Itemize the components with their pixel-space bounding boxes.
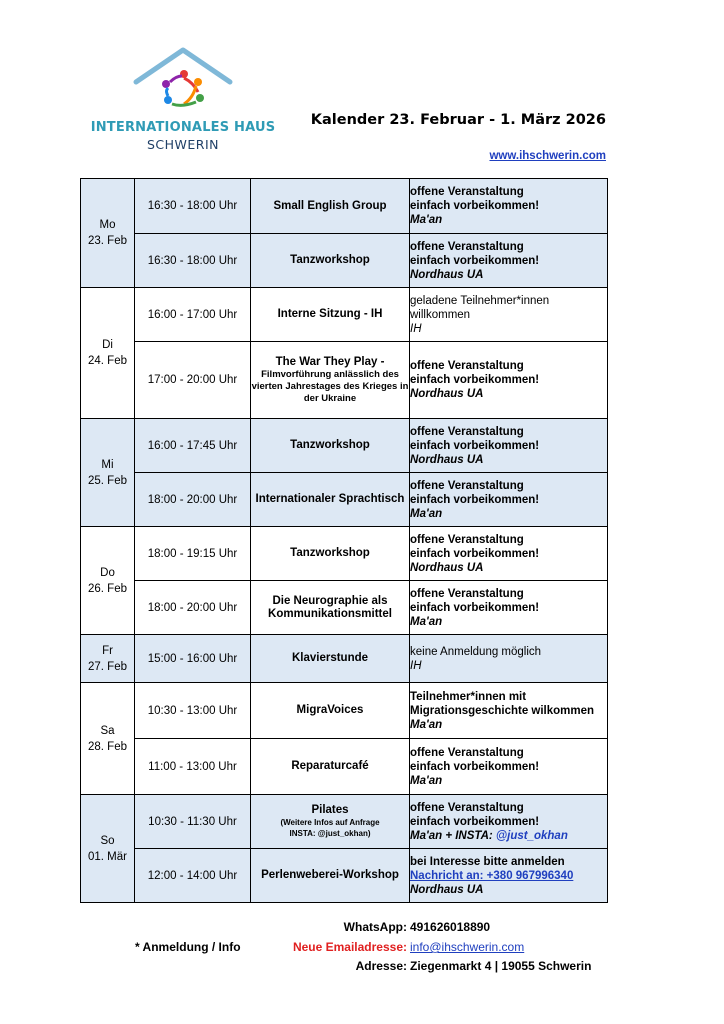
event-title: Tanzworkshop [290,439,370,451]
time-cell: 12:00 - 14:00 Uhr [135,849,251,903]
time-cell: 16:30 - 18:00 Uhr [135,234,251,288]
contact-link[interactable]: Nachricht an: +380 967996340 [410,869,574,882]
event-title-cell [251,179,410,234]
time-cell: 18:00 - 20:00 Uhr [135,473,251,527]
event-info-cell [410,234,608,288]
organizer: Ma'an [410,214,443,226]
event-row [81,635,608,683]
info-line: einfach vorbeikommen! [410,760,540,773]
event-row [81,473,608,527]
email-link[interactable]: info@ihschwerin.com [410,940,525,954]
address-value: Ziegenmarkt 4 | 19055 Schwerin [410,959,592,973]
address-label: Adresse: [355,959,407,973]
email-label: Neue Emailadresse: [292,940,407,954]
organizer: Ma'an [410,718,443,731]
house-logo-icon [128,46,238,118]
weekday: Di [102,339,113,351]
info-line: Teilnehmer*innen mit [410,690,527,703]
info-line: offene Veranstaltung [410,801,524,814]
date: 01. Mär [88,850,127,863]
event-title: Internationaler Sprachtisch [255,493,405,505]
organizer: IH [410,322,422,335]
time-cell: 16:00 - 17:45 Uhr [135,419,251,473]
date: 26. Feb [88,582,127,595]
info-line: offene Veranstaltung [410,746,524,759]
day-cell [81,527,135,635]
time-cell: 10:30 - 11:30 Uhr [135,795,251,849]
event-title-cell [251,473,410,527]
info-line: einfach vorbeikommen! [410,493,540,506]
event-info-cell [410,635,608,683]
info-line: keine Anmeldung möglich [410,645,542,658]
info-line: geladene Teilnehmer*innen [410,294,550,307]
event-title-cell [251,288,410,342]
event-title-cell [251,581,410,635]
date: 27. Feb [88,660,127,673]
logo-name: INTERNATIONALES HAUS [90,120,276,135]
info-line: offene Veranstaltung [410,479,524,492]
event-row [81,739,608,795]
day-cell [81,795,135,903]
event-row [81,527,608,581]
event-title-line2: Kommunikationsmittel [268,607,392,620]
day-cell [81,683,135,795]
event-info-cell [410,527,608,581]
event-row [81,342,608,419]
date: 25. Feb [88,474,127,487]
day-cell [81,288,135,419]
event-title-cell [251,849,410,903]
event-info-cell [410,288,608,342]
info-line: Migrationsgeschichte wilkommen [410,704,595,717]
info-line: einfach vorbeikommen! [410,200,540,212]
info-line: einfach vorbeikommen! [410,601,540,614]
date: 28. Feb [88,740,127,753]
event-info-cell [410,739,608,795]
event-row [81,581,608,635]
info-line: offene Veranstaltung [410,425,524,438]
event-title: Perlenweberei-Workshop [261,869,399,881]
calendar-title: Kalender 23. Februar - 1. März 2026 [310,112,606,128]
time-cell: 15:00 - 16:00 Uhr [135,635,251,683]
info-line: offene Veranstaltung [410,533,524,546]
organizer: Ma'an [410,774,443,787]
event-title-cell [251,795,410,849]
event-info-cell [410,473,608,527]
info-line: bei Interesse bitte anmelden [410,855,565,868]
time-cell: 18:00 - 20:00 Uhr [135,581,251,635]
event-row [81,849,608,903]
event-title-cell [251,527,410,581]
event-title-cell [251,419,410,473]
whatsapp-number: 491626018890 [410,920,491,934]
info-line: willkommen [410,308,471,321]
date: 24. Feb [88,355,127,367]
info-line: offene Veranstaltung [410,186,524,198]
event-title: MigraVoices [296,704,364,716]
logo [88,46,278,158]
event-row [81,234,608,288]
weekday: Sa [100,724,115,737]
organizer: Nordhaus UA [410,268,484,281]
event-title-cell [251,739,410,795]
time-cell: 16:00 - 17:00 Uhr [135,288,251,342]
event-row [81,419,608,473]
time-cell: 11:00 - 13:00 Uhr [135,739,251,795]
date: 23. Feb [88,235,127,247]
event-title: The War They Play - [275,355,385,368]
event-title-cell [251,234,410,288]
organizer: Nordhaus UA [410,388,484,400]
info-line: offene Veranstaltung [410,360,524,372]
day-cell [81,179,135,288]
day-cell [81,635,135,683]
weekday: Do [100,566,115,579]
organizer: Nordhaus UA [410,453,484,466]
weekday: So [100,834,115,847]
info-line: offene Veranstaltung [410,240,524,253]
time-cell: 16:30 - 18:00 Uhr [135,179,251,234]
event-info-cell [410,179,608,234]
weekday: Fr [102,644,113,657]
logo-city: SCHWERIN [146,137,220,152]
organizer: Ma'an [410,507,443,520]
day-cell [81,419,135,527]
event-title-cell [251,342,410,419]
weekday: Mi [101,458,114,471]
anmeldung-note: * Anmeldung / Info [135,940,241,954]
event-subtitle: Filmvorführung anlässlich des vierten Jahrestages des Krieges in der Ukraine [251,368,409,404]
event-row [81,683,608,739]
time-cell: 17:00 - 20:00 Uhr [135,342,251,419]
info-line: einfach vorbeikommen! [410,254,540,267]
event-title: Die Neurographie als [272,594,388,607]
info-line: einfach vorbeikommen! [410,815,540,828]
event-info-cell [410,795,608,849]
website-link[interactable]: www.ihschwerin.com [489,150,606,162]
event-calendar-table [80,178,608,903]
event-subtitle: (Weitere Infos auf Anfrage [280,818,380,827]
event-title: Small English Group [273,199,387,212]
time-cell: 18:00 - 19:15 Uhr [135,527,251,581]
organizer: IH [410,659,422,672]
event-info-cell [410,581,608,635]
info-line: einfach vorbeikommen! [410,547,540,560]
organizer: Nordhaus UA [410,883,484,896]
event-row [81,795,608,849]
weekday: Mo [99,219,116,231]
event-title: Tanzworkshop [290,254,370,266]
event-info-cell [410,849,608,903]
event-subtitle-line2: INSTA: @just_okhan) [289,829,371,838]
instagram-handle[interactable]: @just_okhan [495,829,568,842]
event-row [81,179,608,234]
event-title: Tanzworkshop [290,547,370,559]
organizer: Ma'an + INSTA: [410,829,493,842]
time-cell: 10:30 - 13:00 Uhr [135,683,251,739]
event-info-cell [410,419,608,473]
whatsapp-label: WhatsApp: [343,920,407,934]
info-line: einfach vorbeikommen! [410,374,540,386]
event-title: Klavierstunde [291,652,369,664]
event-title: Reparaturcafé [291,760,369,772]
info-line: einfach vorbeikommen! [410,439,540,452]
event-title: Pilates [311,804,349,816]
event-info-cell [410,342,608,419]
event-row [81,288,608,342]
info-line: offene Veranstaltung [410,587,524,600]
footer [0,920,724,980]
organizer: Ma'an [410,615,443,628]
event-title-cell [251,635,410,683]
organizer: Nordhaus UA [410,561,484,574]
event-title-cell [251,683,410,739]
event-info-cell [410,683,608,739]
event-title: Interne Sitzung - IH [277,308,383,320]
